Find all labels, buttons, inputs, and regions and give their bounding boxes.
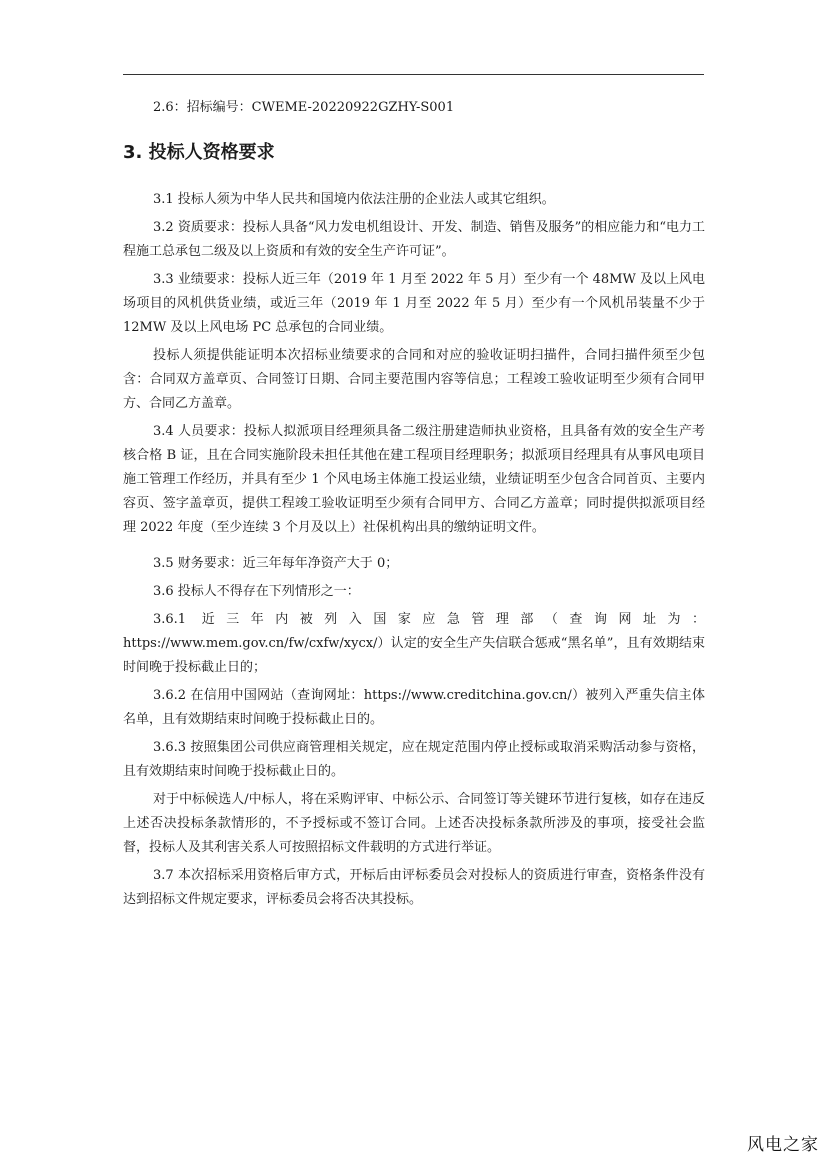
- watermark: 风电之家: [747, 1135, 819, 1155]
- tender-number-line: 2.6：招标编号：CWEME-20220922GZHY-S001: [153, 100, 455, 115]
- review-note: 对于中标候选人/中标人，将在采购评审、中标公示、合同签订等关键环节进行复核，如存在违反上述否决投标条款情形的，不予授标或不签订合同。上述否决投标条款所涉及的事项，接受社会监督，投标人及其利害关系人可按照招标文件载明的方式进行举证。: [123, 792, 705, 855]
- clause-3-2: 3.2 资质要求：投标人具备“风力发电机组设计、开发、制造、销售及服务”的相应能力和“电力工程施工总承包二级及以上资质和有效的安全生产许可证”。: [123, 220, 705, 259]
- clause-3-5: 3.5 财务要求：近三年每年净资产大于 0；: [153, 556, 399, 571]
- section-title: 3. 投标人资格要求: [123, 142, 275, 163]
- clause-3-1: 3.1 投标人须为中华人民共和国境内依法注册的企业法人或其它组织。: [153, 192, 555, 207]
- clause-3-3: 3.3 业绩要求：投标人近三年（2019 年 1 月至 2022 年 5 月）至少有一个 48MW 及以上风电场项目的风机供货业绩，或近三年（2019 年 1 月至 2022 年 5 月）至少有一个风机吊装量不少于 12MW 及以上风电场 PC 总承包的合同业绩。: [123, 272, 705, 335]
- clause-3-7: 3.7 本次招标采用资格后审方式，开标后由评标委员会对投标人的资质进行审查，资格条件没有达到招标文件规定要求，评标委员会将否决其投标。: [123, 868, 705, 907]
- header-rule: [123, 74, 704, 75]
- clause-3-4: 3.4 人员要求：投标人拟派项目经理须具备二级注册建造师执业资格，且具备有效的安全生产考核合格 B 证，且在合同实施阶段未担任其他在建工程项目经理职务；拟派项目经理具有从事风电项目施工管理工作经历，并具有至少 1 个风电场主体施工投运业绩，业绩证明至少包含合同首页、主要内容页、签字盖章页，提供工程竣工验收证明至少须有合同甲方、合同乙方盖章；同时提供拟派项目经理 2022 年度（至少连续 3 个月及以上）社保机构出具的缴纳证明文件。: [123, 424, 705, 535]
- clause-3-3-note: 投标人须提供能证明本次招标业绩要求的合同和对应的验收证明扫描件，合同扫描件须至少包含：合同双方盖章页、合同签订日期、合同主要范围内容等信息；工程竣工验收证明至少须有合同甲方、合同乙方盖章。: [123, 348, 705, 411]
- document-body: [123, 96, 705, 916]
- clause-3-6-2: 3.6.2 在信用中国网站（查询网址：https://www.creditchina.gov.cn/）被列入严重失信主体名单，且有效期结束时间晚于投标截止日的。: [123, 688, 705, 727]
- clause-3-6: 3.6 投标人不得存在下列情形之一：: [153, 584, 360, 599]
- clause-3-6-1: 3.6.1 近三年内被列入国家应急管理部（查询网址为：https://www.mem.gov.cn/fw/cxfw/xycx/）认定的安全生产失信联合惩戒“黑名单”，且有效期结束时间晚于投标截止日的；: [123, 612, 705, 675]
- clause-3-6-3: 3.6.3 按照集团公司供应商管理相关规定，应在规定范围内停止授标或取消采购活动参与资格，且有效期结束时间晚于投标截止日的。: [123, 740, 705, 779]
